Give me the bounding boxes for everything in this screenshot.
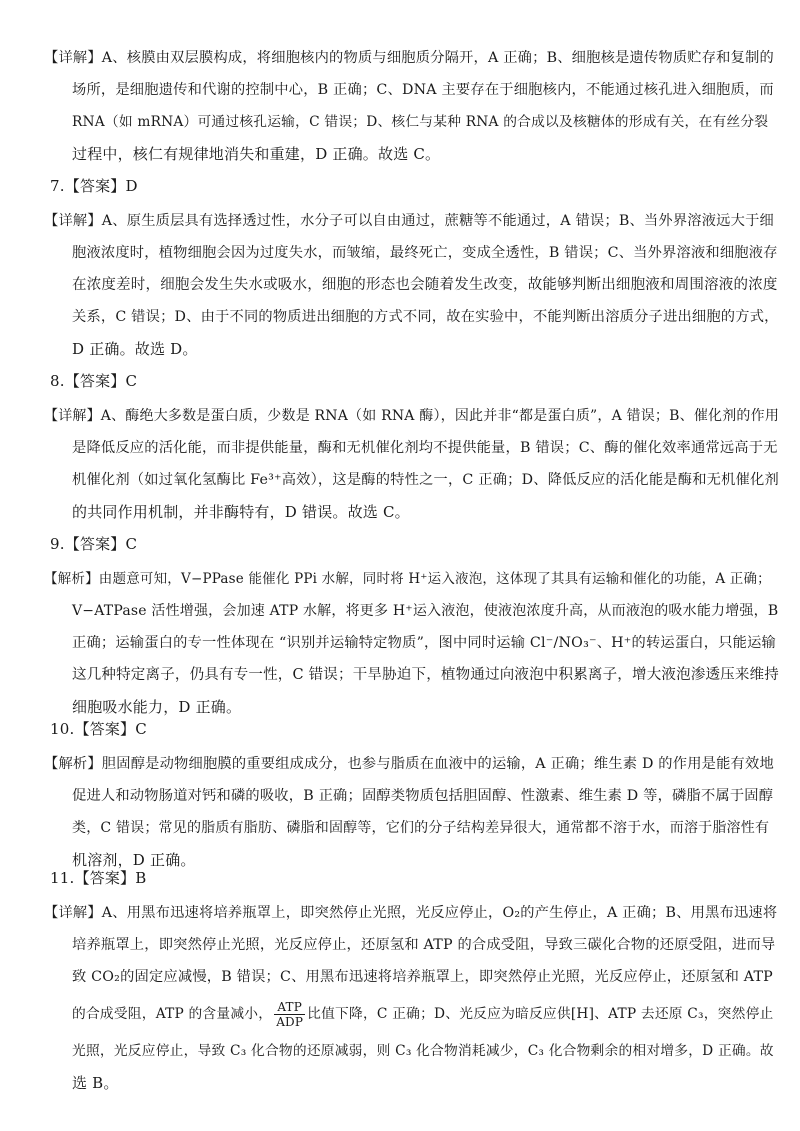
answer-heading: 9.【答案】C [50,535,138,553]
text-line: 过程中，核仁有规律地消失和重建，D 正确。故选 C。 [72,145,441,163]
fraction-denominator: ADP [276,1015,304,1029]
text-line: 促进人和动物肠道对钙和磷的吸收，B 正确；固醇类物质包括胆固醇、性激素、维生素 D 等，磷脂不属于固醇 [72,788,774,804]
text-line: RNA（如 mRNA）可通过核孔运输，C 错误；D、核仁与某种 RNA 的合成以及核糖体的形成有关，在有丝分裂 [72,114,769,130]
answer-heading: 8.【答案】C [50,372,138,390]
text-segment: 的合成受阻，ATP 的含量减小， [72,1006,273,1022]
answer-heading: 7.【答案】D [50,177,138,195]
answer-heading: 11.【答案】B [50,869,147,887]
text-line: 【详解】A、酶绝大多数是蛋白质，少数是 RNA（如 RNA 酶），因此并非“都是蛋白质”，A 错误；B、催化剂的作用 [44,408,780,424]
text-line: 【解析】胆固醇是动物细胞膜的重要组成成分，也参与脂质在血液中的运输，A 正确；维生素 D 的作用是能有效地 [44,756,774,772]
text-line: 选 B。 [72,1074,119,1092]
text-line: 关系，C 错误；D、由于不同的物质进出细胞的方式不同，故在实验中，不能判断出溶质分子进出细胞的方式， [72,309,779,325]
text-line: 正确；运输蛋白的专一性体现在 “识别并运输特定物质”，图中同时运输 Cl⁻/NO₃⁻、H⁺的转运蛋白，只能运输 [72,635,776,651]
text-line: 机溶剂，D 正确。 [72,851,196,869]
text-line: 细胞吸水能力，D 正确。 [72,698,242,716]
text-line: 这几种特定离子，仍具有专一性，C 错误；干旱胁迫下，植物通过向液泡中积累离子，增大液泡渗透压来维持 [72,667,779,683]
text-line: 【解析】由题意可知，V−PPase 能催化 PPi 水解，同时将 H⁺运入液泡，这体现了其具有运输和催化的功能，A 正确； [44,571,771,587]
text-line: 光照，光反应停止，导致 C₃ 化合物的还原减弱，则 C₃ 化合物消耗减少，C₃ 化合物剩余的相对增多，D 正确。故 [72,1043,774,1059]
text-line: 致 CO₂的固定应减慢，B 错误；C、用黑布迅速将培养瓶罩上，即突然停止光照，光反应停止，还原氢和 ATP [72,969,773,985]
atp-adp-fraction [274,1000,305,1029]
text-line: 是降低反应的活化能，而非提供能量，酶和无机催化剂均不提供能量，B 错误；C、酶的催化效率通常远高于无 [72,440,778,456]
text-line: 胞液浓度时，植物细胞会因为过度失水，而皱缩，最终死亡，变成全透性，B 错误；C、当外界溶液和细胞液存 [72,245,778,261]
text-line: V−ATPase 活性增强，会加速 ATP 水解，将更多 H⁺运入液泡，使液泡浓度升高，从而液泡的吸水能力增强，B [72,603,779,619]
fraction-numerator: ATP [274,1000,305,1015]
text-segment: 比值下降，C 正确；D、光反应为暗反应供[H]、ATP 去还原 C₃，突然停止 [307,1006,774,1022]
text-line: 培养瓶罩上，即突然停止光照，光反应停止，还原氢和 ATP 的合成受阻，导致三碳化合物的还原受阻，进而导 [72,937,776,953]
text-line-with-fraction [72,994,773,1034]
text-line: 【详解】A、核膜由双层膜构成，将细胞核内的物质与细胞质分隔开，A 正确；B、细胞核是遗传物质贮存和复制的 [44,50,774,66]
text-line: 场所，是细胞遗传和代谢的控制中心，B 正确；C、DNA 主要存在于细胞核内，不能通过核孔进入细胞质，而 [72,82,774,98]
text-line: 在浓度差时，细胞会发生失水或吸水，细胞的形态也会随着发生改变，故能够判断出细胞液和周围溶液的浓度 [72,277,778,293]
text-line: D 正确。故选 D。 [72,340,198,358]
text-line: 【详解】A、原生质层具有选择透过性，水分子可以自由通过，蔗糖等不能通过，A 错误；B、当外界溶液远大于细 [44,213,774,229]
answer-heading: 10.【答案】C [50,720,147,738]
text-line: 机催化剂（如过氧化氢酶比 Fe³⁺高效），这是酶的特性之一，C 正确；D、降低反应的活化能是酶和无机催化剂 [72,472,779,488]
text-line: 类，C 错误；常见的脂质有脂肪、磷脂和固醇等，它们的分子结构差异很大，通常都不溶于水，而溶于脂溶性有 [72,820,770,836]
text-line: 【详解】A、用黑布迅速将培养瓶罩上，即突然停止光照，光反应停止，O₂的产生停止，A 正确；B、用黑布迅速将 [44,905,778,921]
text-line: 的共同作用机制，并非酶特有，D 错误。故选 C。 [72,503,410,521]
